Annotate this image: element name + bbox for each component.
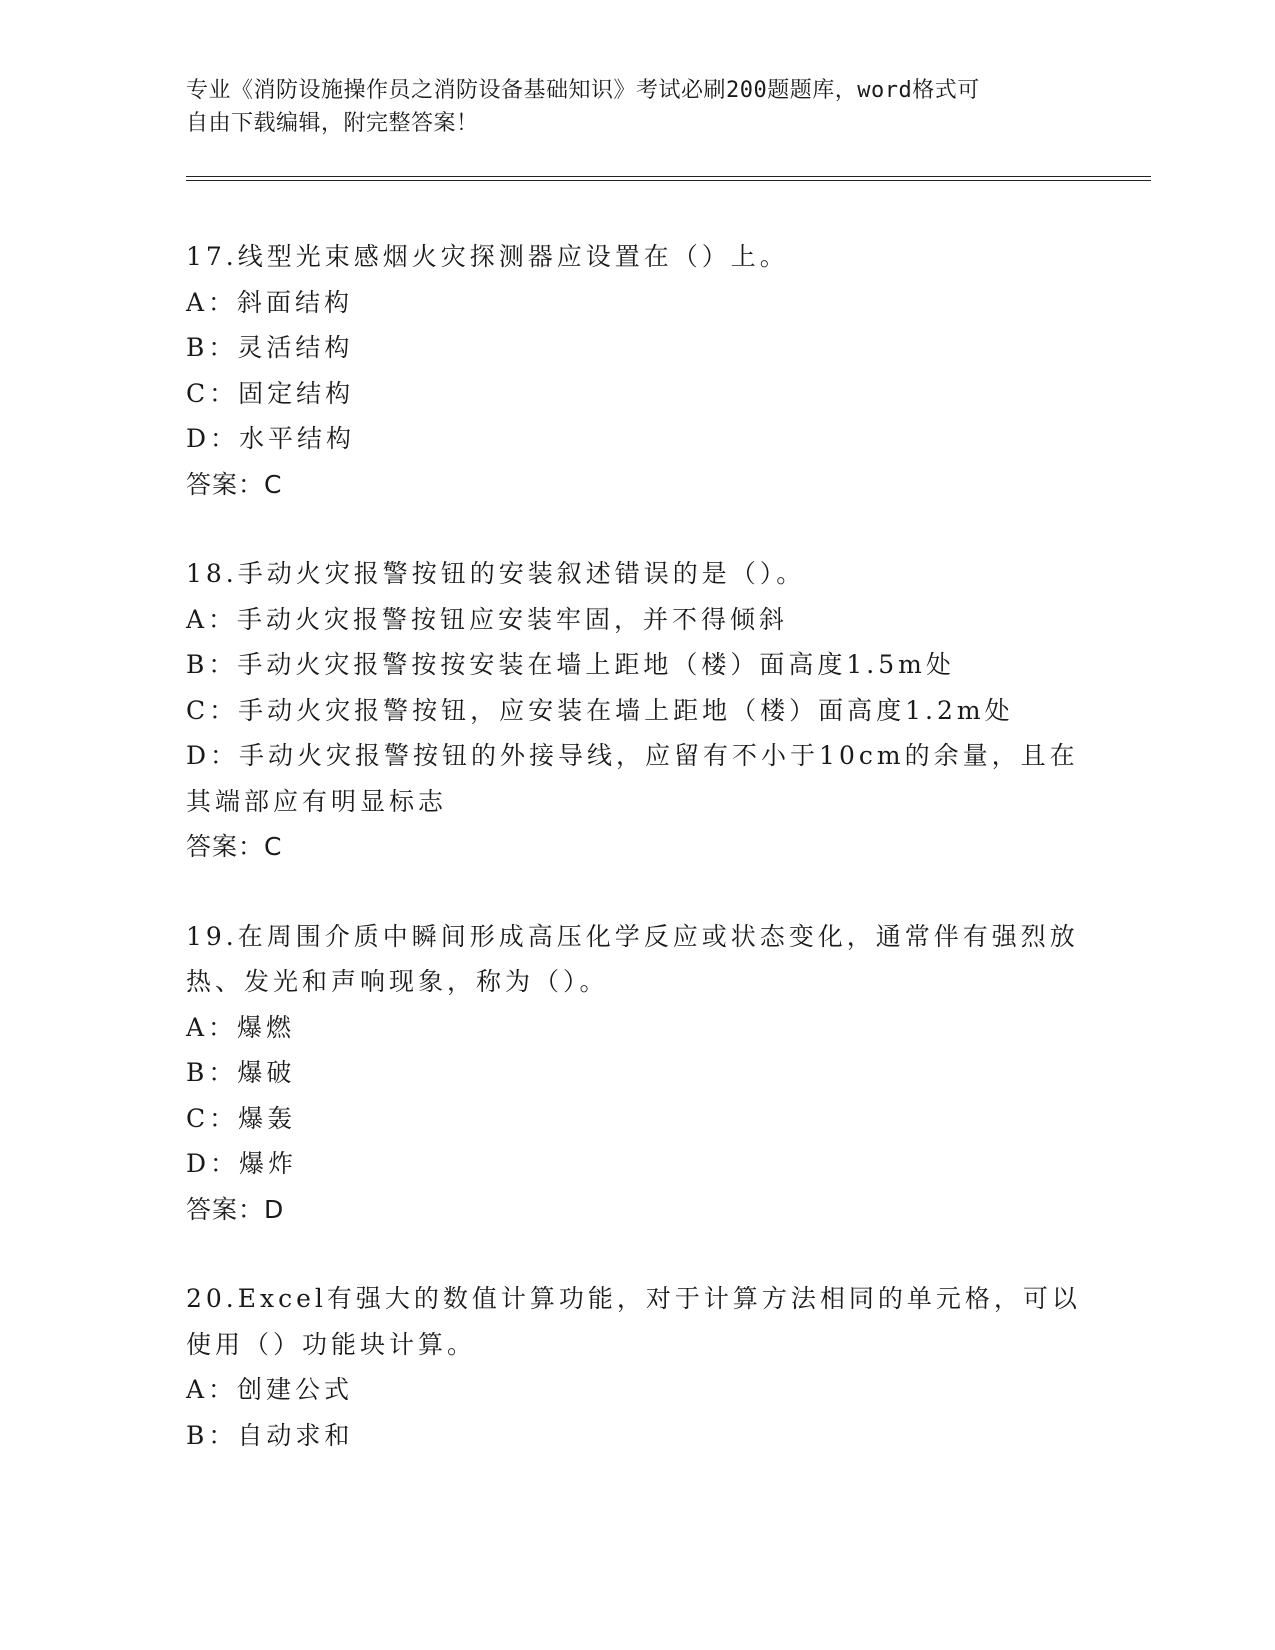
question-option: A：爆燃 [186,1012,296,1042]
question-list [186,234,1086,1502]
question-stem: 热、发光和声响现象，称为（）。 [186,967,609,996]
question-stem: 17.线型光束感烟火灾探测器应设置在（）上。 [186,242,789,271]
question-option: C：爆轰 [186,1103,297,1133]
question-stem: 19.在周围介质中瞬间形成高压化学反应或状态变化，通常伴有强烈放 [186,921,1079,951]
answer-label: 答案：C [186,469,283,499]
question-stem: 18.手动火灾报警按钮的安装叙述错误的是（）。 [186,559,806,588]
question-option: C：手动火灾报警按钮，应安装在墙上距地（楼）面高度1.2m处 [186,695,1014,725]
answer-label: 答案：C [186,832,283,861]
question-option: C：固定结构 [186,378,355,408]
question-option: D：爆炸 [186,1149,298,1178]
header-line-1: 专业《消防设施操作员之消防设备基础知识》考试必刷200题题库，word格式可 [186,78,980,103]
question-option: A：创建公式 [186,1375,354,1404]
question-item [186,551,1086,870]
question-stem: 20.Excel有强大的数值计算功能，对于计算方法相同的单元格，可以 [186,1284,1081,1313]
question-option: A：斜面结构 [186,287,354,317]
question-option: D：手动火灾报警按钮的外接导线，应留有不小于10cm的余量，且在 [186,741,1079,770]
question-option: B：手动火灾报警按按安装在墙上距地（楼）面高度1.5m处 [186,650,955,679]
document-header [186,74,1066,140]
question-option: B：爆破 [186,1058,296,1087]
answer-label: 答案：D [186,1194,285,1224]
header-line-2: 自由下载编辑，附完整答案！ [186,111,479,136]
question-item [186,1276,1086,1458]
header-divider [186,176,1151,181]
question-item [186,914,1086,1233]
question-option: 其端部应有明显标志 [186,786,448,816]
question-stem: 使用（）功能块计算。 [186,1329,477,1359]
question-option: B：自动求和 [186,1420,354,1450]
question-option: D：水平结构 [186,424,356,453]
question-item [186,234,1086,507]
question-option: A：手动火灾报警按钮应安装牢固，并不得倾斜 [186,604,789,634]
question-option: B：灵活结构 [186,333,354,362]
